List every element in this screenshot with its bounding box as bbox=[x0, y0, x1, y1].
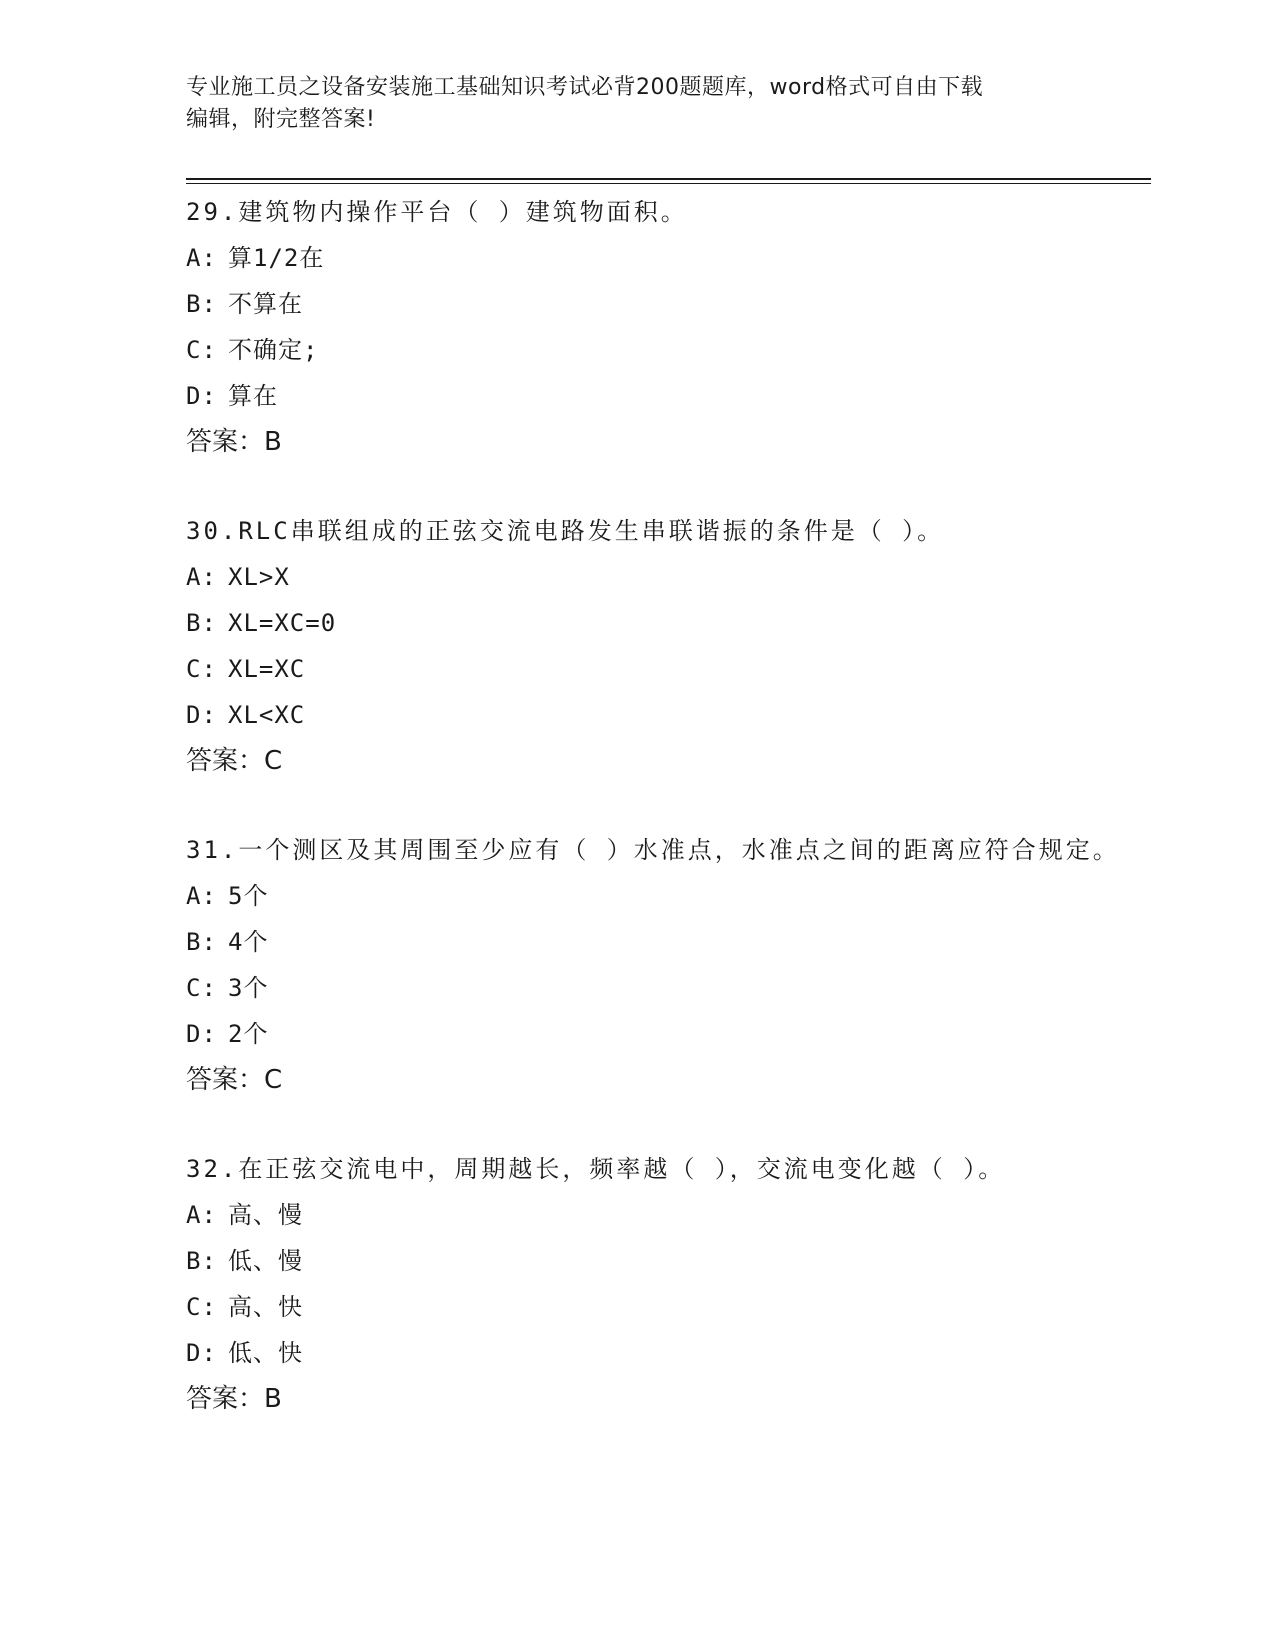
option-d bbox=[186, 1330, 1126, 1376]
option-letter: A: bbox=[186, 244, 217, 272]
answer-line: 答案：C bbox=[186, 1065, 283, 1095]
option-b bbox=[186, 1238, 1126, 1284]
option-text: 4个 bbox=[228, 928, 269, 956]
option-text: 不算在 bbox=[228, 290, 303, 318]
question-32 bbox=[186, 1147, 1126, 1422]
option-c bbox=[186, 1284, 1126, 1330]
option-text: 算1/2在 bbox=[228, 244, 325, 272]
option-b bbox=[186, 281, 1126, 327]
option-text: 低、快 bbox=[228, 1339, 303, 1367]
question-stem: 31.一个测区及其周围至少应有（ ）水准点，水准点之间的距离应符合规定。 bbox=[186, 836, 1120, 864]
option-c bbox=[186, 327, 1126, 373]
document-header bbox=[186, 72, 1086, 136]
header-divider-thin bbox=[186, 183, 1151, 184]
option-letter: A: bbox=[186, 563, 217, 591]
option-text: 5个 bbox=[228, 882, 269, 910]
option-text: XL=XC bbox=[228, 655, 306, 683]
question-stem: 30.RLC串联组成的正弦交流电路发生串联谐振的条件是（ ）。 bbox=[186, 517, 945, 545]
option-letter: C: bbox=[186, 336, 217, 364]
option-text: 3个 bbox=[228, 974, 269, 1002]
option-a bbox=[186, 873, 1126, 919]
option-b bbox=[186, 919, 1126, 965]
option-text: 高、快 bbox=[228, 1293, 303, 1321]
header-divider-thick bbox=[186, 178, 1151, 180]
option-text: 低、慢 bbox=[228, 1247, 303, 1275]
option-letter: D: bbox=[186, 701, 217, 729]
option-a bbox=[186, 554, 1126, 600]
option-letter: B: bbox=[186, 928, 217, 956]
question-stem: 29.建筑物内操作平台（ ）建筑物面积。 bbox=[186, 198, 688, 226]
option-c bbox=[186, 646, 1126, 692]
option-b bbox=[186, 600, 1126, 646]
question-31 bbox=[186, 828, 1126, 1103]
question-stem: 32.在正弦交流电中，周期越长，频率越（ ），交流电变化越（ ）。 bbox=[186, 1155, 1006, 1183]
option-letter: A: bbox=[186, 882, 217, 910]
option-letter: B: bbox=[186, 609, 217, 637]
option-a bbox=[186, 235, 1126, 281]
option-text: XL>X bbox=[228, 563, 290, 591]
option-letter: D: bbox=[186, 1020, 217, 1048]
header-title-line-1: 专业施工员之设备安装施工基础知识考试必背200题题库，word格式可自由下载 bbox=[186, 75, 984, 100]
option-d bbox=[186, 1011, 1126, 1057]
option-letter: D: bbox=[186, 1339, 217, 1367]
option-letter: B: bbox=[186, 290, 217, 318]
question-29 bbox=[186, 190, 1126, 465]
header-title-line-2: 编辑，附完整答案! bbox=[186, 107, 376, 132]
option-letter: B: bbox=[186, 1247, 217, 1275]
option-letter: C: bbox=[186, 1293, 217, 1321]
option-text: XL=XC=0 bbox=[228, 609, 337, 637]
answer-line: 答案：C bbox=[186, 746, 283, 776]
option-letter: A: bbox=[186, 1201, 217, 1229]
option-text: 高、慢 bbox=[228, 1201, 303, 1229]
answer-line: 答案：B bbox=[186, 1384, 282, 1414]
option-text: 2个 bbox=[228, 1020, 269, 1048]
option-d bbox=[186, 692, 1126, 738]
option-letter: C: bbox=[186, 655, 217, 683]
option-a bbox=[186, 1192, 1126, 1238]
option-text: 不确定; bbox=[228, 336, 319, 364]
answer-line: 答案：B bbox=[186, 427, 282, 457]
option-letter: C: bbox=[186, 974, 217, 1002]
question-30 bbox=[186, 509, 1126, 784]
option-text: 算在 bbox=[228, 382, 278, 410]
option-letter: D: bbox=[186, 382, 217, 410]
option-d bbox=[186, 373, 1126, 419]
option-text: XL<XC bbox=[228, 701, 306, 729]
question-list bbox=[186, 190, 1126, 1466]
option-c bbox=[186, 965, 1126, 1011]
